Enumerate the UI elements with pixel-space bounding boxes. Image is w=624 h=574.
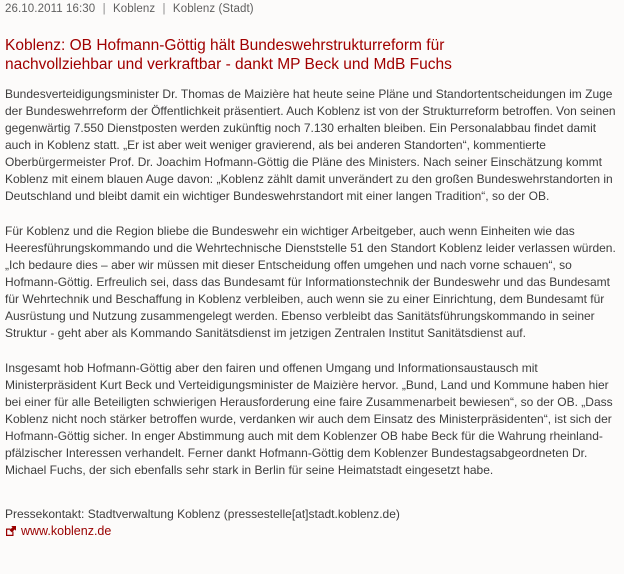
article-body bbox=[5, 86, 619, 479]
article-footer bbox=[5, 506, 619, 539]
article-paragraph: Bundesverteidigungsminister Dr. Thomas de Maizière hat heute seine Pläne und Standortentscheidungen im Zuge der Bundeswehrreform der Öffentlichkeit präsentiert. Auch Koblenz ist von der Strukturreform betroffen. Von seinen gegenwärtig 7.550 Dienstposten werden zukünftig noch 7.130 erhalten bleiben. Ein Personalabbau findet damit auch in Koblenz statt. „Er ist aber weit weniger gravierend, als bei anderen Standorten“, kommentierte Oberbürgermeister Prof. Dr. Joachim Hofmann-Göttig die Pläne des Ministers. Nach seiner Einschätzung kommt Koblenz mit einem blauen Auge davon: „Koblenz zählt damit unverändert zu den großen Bundeswehrstandorten in Deutschland und bleibt damit ein wichtiger Bundeswehrstandort mit einer langen Tradition“, so der OB. bbox=[5, 87, 616, 203]
press-contact: Pressekontakt: Stadtverwaltung Koblenz (pressestelle[at]stadt.koblenz.de) bbox=[5, 507, 400, 521]
article-paragraph: Insgesamt hob Hofmann-Göttig aber den fairen und offenen Umgang und Informationsaustausch mit Ministerpräsident Kurt Beck und Verteidigungsminister de Maizière hervor. „Bund, Land und Kommune haben hier bei einer für alle Beteiligten schwierigen Herausforderung eine faire Zusammenarbeit bewiesen“, so der OB. „Dass Koblenz nicht noch stärker betroffen wurde, verdanken wir auch dem Einsatz des Ministerpräsidenten“, ist sich der Hofmann-Göttig sicher. In enger Abstimmung auch mit dem Koblenzer OB habe Beck für die Wahrung rheinland-pfälzischer Interessen verhandelt. Ferner dankt Hofmann-Göttig dem Koblenzer Bundestagsabgeordneten Dr. Michael Fuchs, der sich ebenfalls sehr stark in Berlin für seine Heimatstadt eingesetzt habe. bbox=[5, 361, 613, 477]
article-datetime: 26.10.2011 16:30 bbox=[5, 3, 96, 15]
website-link-label: www.koblenz.de bbox=[21, 524, 112, 538]
meta-separator: | bbox=[162, 3, 166, 15]
website-link[interactable] bbox=[5, 523, 111, 539]
article-headline: Koblenz: OB Hofmann-Göttig hält Bundeswehrstrukturreform für nachvollziehbar und verkraftbar - dankt MP Beck und MdB Fuchs bbox=[5, 37, 452, 73]
article-meta-bar bbox=[5, 0, 619, 15]
meta-separator: | bbox=[102, 3, 106, 15]
meta-subcategory: Koblenz (Stadt) bbox=[172, 3, 254, 15]
website-link-row bbox=[5, 523, 619, 539]
article-paragraph: Für Koblenz und die Region bliebe die Bundeswehr ein wichtiger Arbeitgeber, auch wenn Einheiten wie das Heeresführungskommando und die Wehrtechnische Dienststelle 51 den Standort Koblenz leider verlassen würden. „Ich bedaure dies – aber wir müssen mit dieser Entscheidung offen umgehen und nach vorne schauen“, so Hofmann-Göttig. Erfreulich sei, dass das Bundesamt für Informationstechnik der Bundeswehr und das Bundesamt für Wehrtechnik und Beschaffung in Koblenz verbleiben, auch wenn sie zu einer Einrichtung, dem Bundesamt für Ausrüstung und Nutzung zusammengelegt werden. Ebenso verbleibt das Sanitätsführungskommando in seiner Struktur - geht aber als Kommando Sanitätsdienst im jetzigen Zentralen Institut Sanitätsdienst auf. bbox=[5, 224, 616, 340]
meta-category: Koblenz bbox=[112, 3, 156, 15]
external-link-icon bbox=[5, 525, 17, 537]
